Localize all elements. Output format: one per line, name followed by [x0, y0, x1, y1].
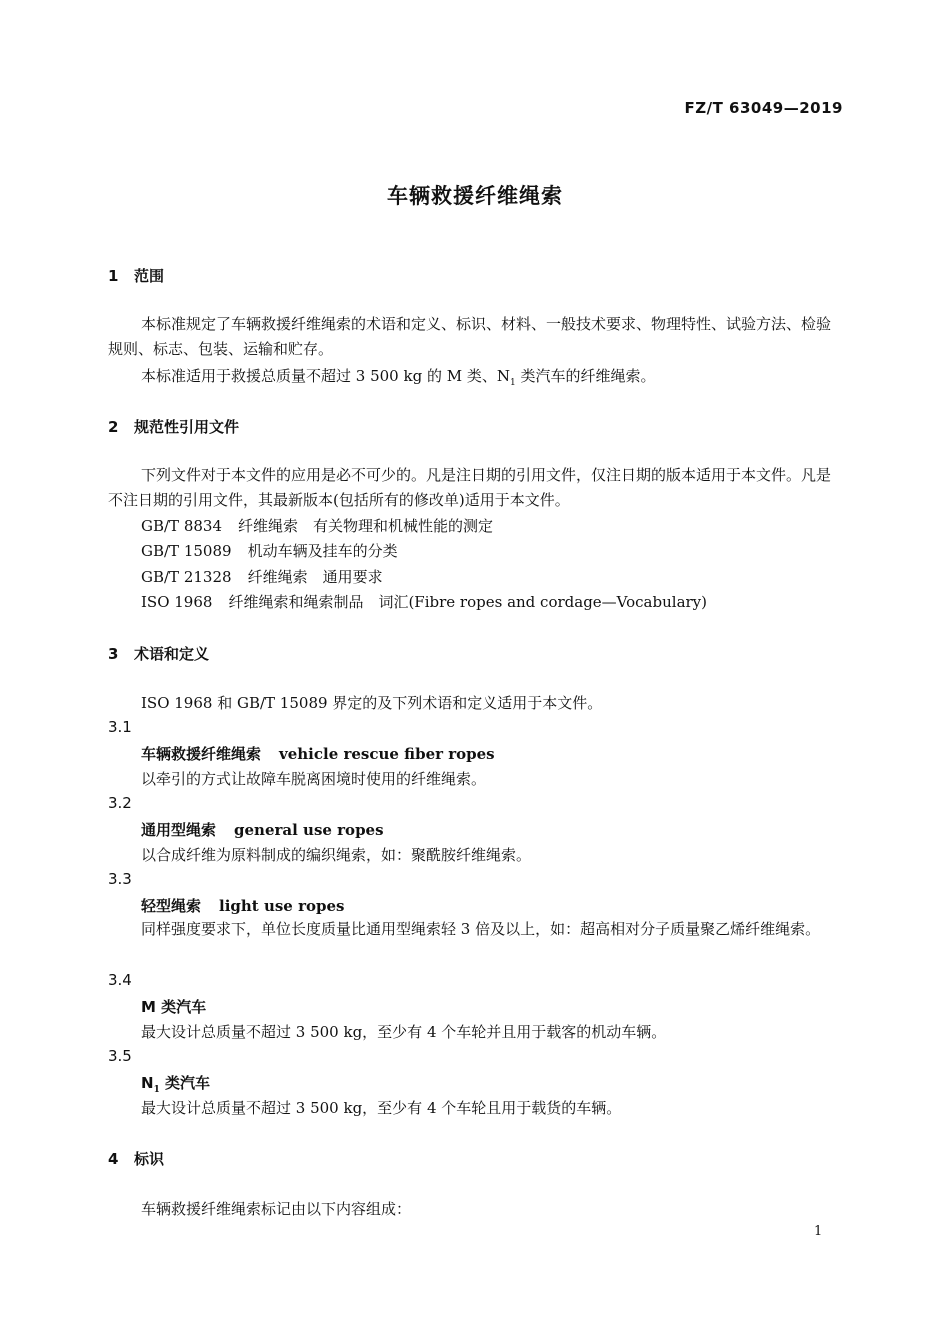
section-4-heading	[108, 1148, 164, 1169]
term-heading: M 类汽车	[141, 998, 207, 1016]
term-number: 3.5	[108, 1047, 132, 1065]
scope-paragraph-2: 本标准适用于救援总质量不超过 3 500 kg 的 M 类、$N_1$ 类汽车的纤维绳索。	[141, 367, 656, 388]
section-title: 标识	[134, 1150, 165, 1168]
term-definition: 最大设计总质量不超过 3 500 kg，至少有 4 个车轮且用于载货的车辆。	[141, 1099, 622, 1117]
term-definition: 以合成纤维为原料制成的编织绳索，如：聚酰胺纤维绳索。	[141, 846, 532, 864]
section-number: 1	[108, 267, 119, 285]
section-3-heading	[108, 643, 209, 664]
term-heading: $N_1$ 类汽车	[141, 1074, 211, 1095]
term-number: 3.3	[108, 870, 132, 888]
section-title: 术语和定义	[134, 645, 210, 663]
terms-intro: ISO 1968 和 GB/T 15089 界定的及下列术语和定义适用于本文件。	[141, 694, 603, 712]
reference-item: GB/T 8834 纤维绳索 有关物理和机械性能的测定	[141, 517, 494, 535]
term-definition: 以牵引的方式让故障车脱离困境时使用的纤维绳索。	[141, 770, 487, 788]
term-number: 3.2	[108, 794, 132, 812]
reference-item: ISO 1968 纤维绳索和绳索制品 词汇(Fibre ropes and cordage—Vocabulary)	[141, 593, 708, 611]
term-definition: 同样强度要求下，单位长度质量比通用型绳索轻 3 倍及以上，如：超高相对分子质量聚乙烯纤维绳索。	[141, 920, 821, 938]
section-number: 3	[108, 645, 119, 663]
term-heading: 车辆救援纤维绳索 vehicle rescue fiber ropes	[141, 745, 495, 763]
reference-item: GB/T 15089 机动车辆及挂车的分类	[141, 542, 398, 560]
term-definition: 最大设计总质量不超过 3 500 kg，至少有 4 个车轮并且用于载客的机动车辆。	[141, 1023, 667, 1041]
section-number: 2	[108, 418, 119, 436]
page-number: 1	[814, 1224, 823, 1239]
section-number: 4	[108, 1150, 119, 1168]
term-number: 3.1	[108, 718, 132, 736]
term-number: 3.4	[108, 971, 132, 989]
section-title: 规范性引用文件	[134, 418, 240, 436]
document-title: 车辆救援纤维绳索	[387, 184, 563, 208]
section-title: 范围	[134, 267, 165, 285]
term-heading: 通用型绳索 general use ropes	[141, 821, 384, 839]
section-2-heading	[108, 416, 239, 437]
section-1-heading	[108, 265, 164, 286]
reference-item: GB/T 21328 纤维绳索 通用要求	[141, 568, 383, 586]
normative-references-intro: 下列文件对于本文件的应用是必不可少的。凡是注日期的引用文件，仅注日期的版本适用于本文件。凡是不注日期的引用文件，其最新版本(包括所有的修改单)适用于本文件。	[108, 466, 832, 509]
scope-paragraph-1: 本标准规定了车辆救援纤维绳索的术语和定义、标识、材料、一般技术要求、物理特性、试验方法、检验规则、标志、包装、运输和贮存。	[108, 315, 832, 358]
term-heading: 轻型绳索 light use ropes	[141, 897, 345, 915]
standard-number: FZ/T 63049—2019	[684, 99, 843, 117]
marking-paragraph: 车辆救援纤维绳索标记由以下内容组成：	[141, 1200, 412, 1218]
